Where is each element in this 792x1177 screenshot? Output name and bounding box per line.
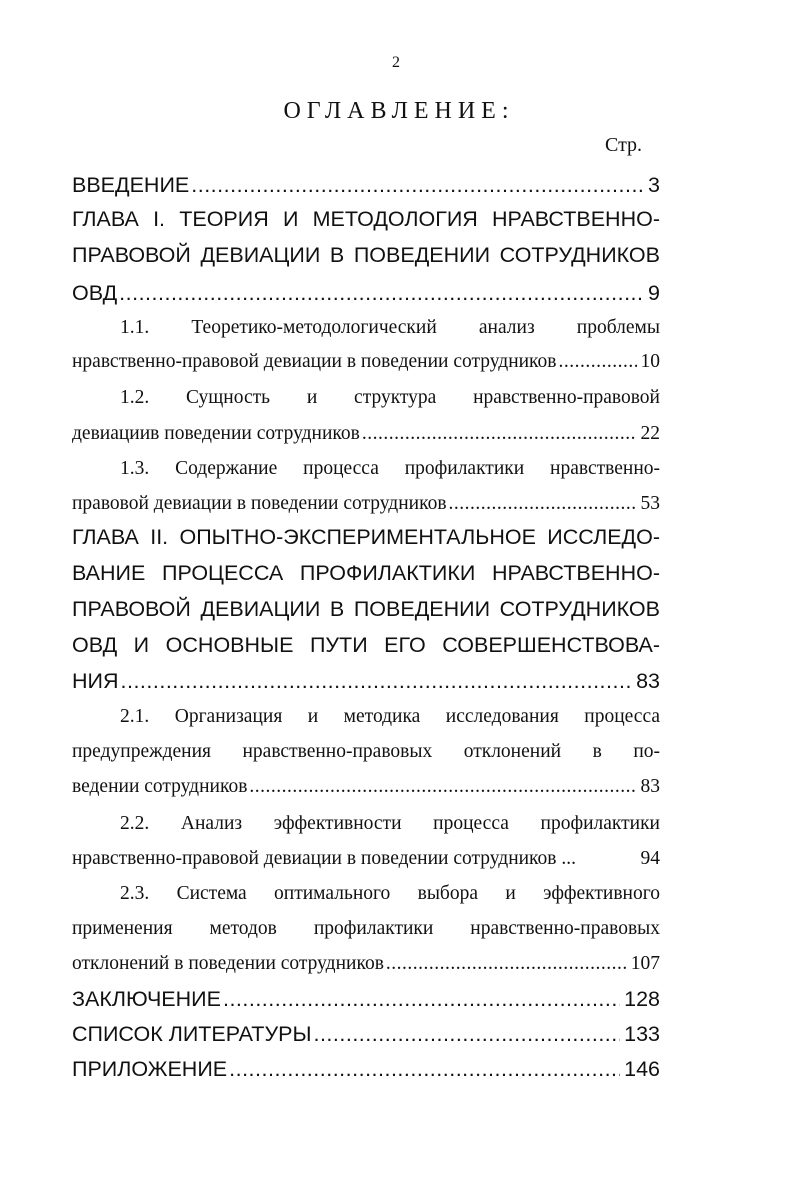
toc-chapter-2-line-4[interactable]: ОВД И ОСНОВНЫЕ ПУТИ ЕГО СОВЕРШЕНСТВОВА-	[72, 633, 660, 657]
toc-section-1-1-line-2[interactable]	[72, 348, 660, 376]
toc-section-2-2-line-2[interactable]	[72, 845, 660, 873]
toc-entry-page: 83	[640, 776, 660, 797]
toc-section-1-1-line-1[interactable]: 1.1. Теоретико-методологический анализ проблемы	[120, 317, 660, 338]
toc-entry-page: 10	[640, 351, 660, 372]
toc-entry-text: ЗАКЛЮЧЕНИЕ	[72, 987, 221, 1011]
toc-entry-page: 107	[630, 953, 660, 974]
dot-leader	[121, 666, 633, 696]
toc-section-2-3-line-3[interactable]	[72, 950, 660, 978]
toc-entry-page: 146	[624, 1057, 660, 1081]
toc-chapter-2-line-3[interactable]: ПРАВОВОЙ ДЕВИАЦИИ В ПОВЕДЕНИИ СОТРУДНИКОВ	[72, 597, 660, 621]
toc-chapter-1-line-1[interactable]: ГЛАВА I. ТЕОРИЯ И МЕТОДОЛОГИЯ НРАВСТВЕННО-	[72, 207, 660, 231]
toc-entry-page: 128	[624, 987, 660, 1011]
page-number: 2	[392, 54, 400, 71]
toc-entry-page: 94	[640, 848, 660, 869]
toc-chapter-1-line-2[interactable]: ПРАВОВОЙ ДЕВИАЦИИ В ПОВЕДЕНИИ СОТРУДНИКОВ	[72, 243, 660, 267]
dot-leader	[191, 170, 644, 200]
toc-entry-text: НИЯ	[72, 669, 119, 693]
dot-leader	[313, 1019, 620, 1049]
dot-leader	[223, 984, 620, 1014]
toc-entry-text: нравственно-правовой девиации в поведении сотрудников	[72, 351, 557, 372]
dot-leader	[229, 1054, 620, 1084]
toc-chapter-1-line-3[interactable]	[72, 278, 660, 308]
toc-entry-text: нравственно-правовой девиации в поведении сотрудников ...	[72, 848, 577, 869]
dot-leader	[386, 950, 627, 978]
toc-entry-text: правовой девиации в поведении сотрудников	[72, 493, 447, 514]
toc-entry-appendix[interactable]	[72, 1054, 660, 1084]
page-column-label: Стр.	[605, 134, 643, 156]
toc-section-1-2-line-2[interactable]	[72, 420, 660, 448]
toc-entry-text: ПРИЛОЖЕНИЕ	[72, 1057, 228, 1081]
toc-section-2-1-line-1[interactable]: 2.1. Организация и методика исследования процесса	[120, 706, 660, 727]
toc-title: ОГЛАВЛЕНИЕ:	[283, 98, 515, 124]
toc-entry-page: 83	[636, 669, 660, 693]
toc-entry-text: ВВЕДЕНИЕ	[72, 173, 190, 197]
toc-section-2-1-line-3[interactable]	[72, 773, 660, 801]
toc-entry-references[interactable]	[72, 1019, 660, 1049]
dot-leader	[362, 420, 637, 448]
toc-section-1-2-line-1[interactable]: 1.2. Сущность и структура нравственно-правовой	[120, 387, 660, 408]
toc-section-2-3-line-2[interactable]: применения методов профилактики нравственно-правовых	[72, 918, 660, 939]
toc-chapter-2-line-5[interactable]	[72, 666, 660, 696]
toc-entry-page: 3	[648, 173, 660, 197]
toc-entry-text: ведении сотрудников	[72, 776, 248, 797]
toc-chapter-2-line-2[interactable]: ВАНИЕ ПРОЦЕССА ПРОФИЛАКТИКИ НРАВСТВЕННО-	[72, 561, 660, 585]
toc-section-2-2-line-1[interactable]: 2.2. Анализ эффективности процесса профилактики	[120, 813, 660, 834]
toc-entry-page: 22	[640, 423, 660, 444]
toc-entry-page: 9	[648, 281, 660, 305]
toc-entry-intro[interactable]	[72, 170, 660, 200]
toc-entry-page: 53	[640, 493, 660, 514]
dot-leader	[449, 490, 637, 518]
dot-leader	[249, 773, 636, 801]
toc-section-2-1-line-2[interactable]: предупреждения нравственно-правовых отклонений в по-	[72, 741, 660, 762]
toc-section-2-3-line-1[interactable]: 2.3. Система оптимального выбора и эффективного	[120, 883, 660, 904]
dot-leader	[559, 348, 637, 376]
dot-leader	[119, 278, 644, 308]
toc-entry-page: 133	[624, 1022, 660, 1046]
toc-section-1-3-line-2[interactable]	[72, 490, 660, 518]
toc-entry-text: СПИСОК ЛИТЕРАТУРЫ	[72, 1022, 312, 1046]
toc-chapter-2-line-1[interactable]: ГЛАВА II. ОПЫТНО-ЭКСПЕРИМЕНТАЛЬНОЕ ИССЛЕДО-	[72, 525, 660, 549]
toc-entry-text: отклонений в поведении сотрудников	[72, 953, 384, 974]
toc-section-1-3-line-1[interactable]: 1.3. Содержание процесса профилактики нравственно-	[120, 458, 660, 479]
toc-entry-text: ОВД	[72, 281, 118, 305]
toc-entry-conclusion[interactable]	[72, 984, 660, 1014]
toc-entry-text: девиациив поведении сотрудников	[72, 423, 360, 444]
